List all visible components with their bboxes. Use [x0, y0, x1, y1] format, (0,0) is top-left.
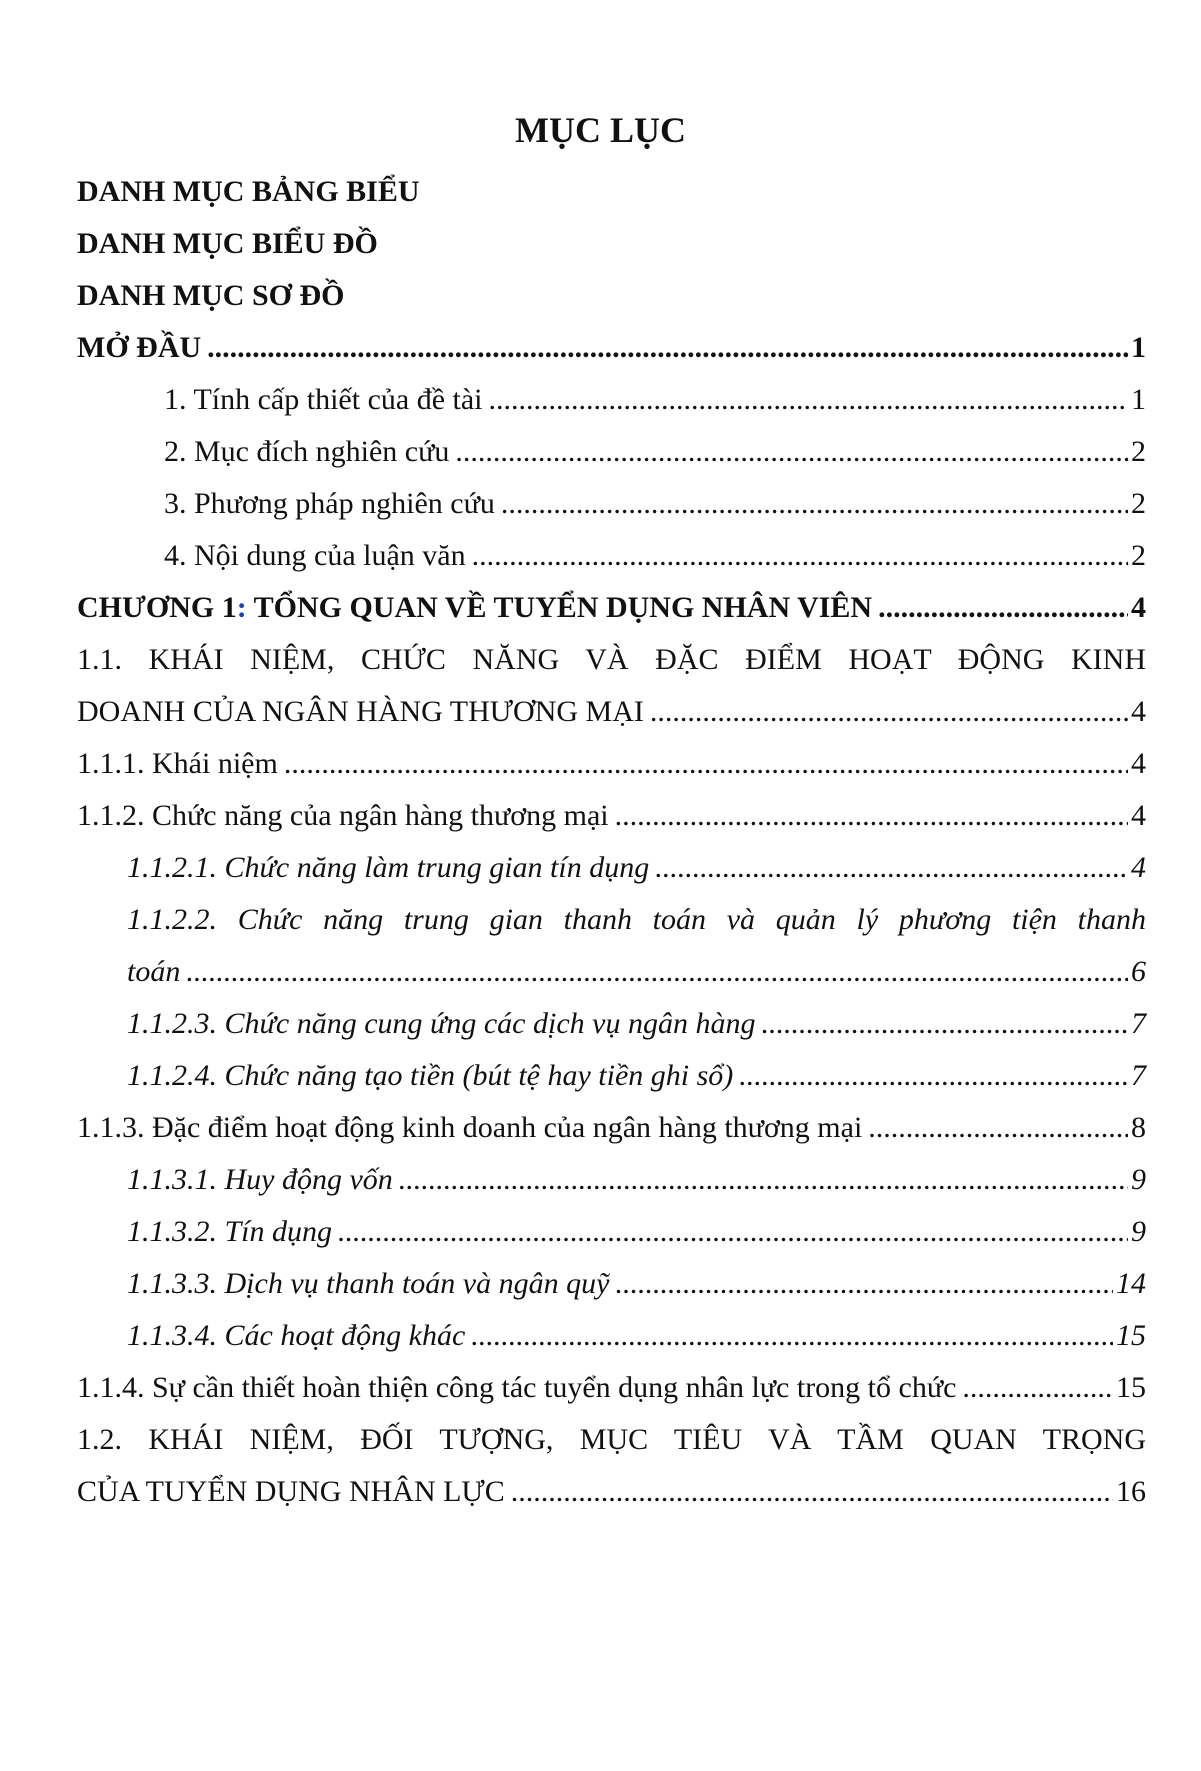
toc-page-number: 4: [1131, 695, 1146, 728]
toc-entry-1-1-2-1[interactable]: [127, 843, 1146, 893]
toc-entry-intro-3[interactable]: [164, 479, 1146, 529]
dot-leader: [761, 999, 1128, 1049]
toc-page-number: 9: [1131, 1215, 1146, 1248]
chapter-colon: :: [236, 591, 247, 624]
chapter-title: TỔNG QUAN VỀ TUYỂN DỤNG NHÂN VIÊN: [246, 591, 873, 624]
toc-entry-1-1-2-2-line1[interactable]: 1.1.2.2. Chức năng trung gian thanh toán và quản lý phương tiện thanh: [127, 903, 1146, 936]
toc-page-number: 8: [1131, 1111, 1146, 1144]
toc-entry-label: 1.1.2. Chức năng của ngân hàng thương mại: [77, 799, 609, 832]
dot-leader: [399, 1155, 1128, 1205]
toc-page-number: 7: [1131, 1059, 1146, 1092]
dot-leader: [284, 739, 1128, 789]
toc-page-number: 4: [1131, 799, 1146, 832]
toc-entry-1-1-2-4[interactable]: [127, 1051, 1146, 1101]
toc-page-number: 4: [1131, 747, 1146, 780]
dot-leader: [615, 791, 1128, 841]
toc-entry-label: 1.1.3. Đặc điểm hoạt động kinh doanh của ngân hàng thương mại: [77, 1111, 863, 1144]
toc-entry-1-1[interactable]: [77, 687, 1146, 737]
toc-page-number: 16: [1116, 1475, 1146, 1508]
toc-page-number: 2: [1131, 539, 1146, 572]
toc-entry-intro-4[interactable]: [164, 531, 1146, 581]
toc-entry-1-2-line1[interactable]: 1.2. KHÁI NIỆM, ĐỐI TƯỢNG, MỤC TIÊU VÀ TẦM QUAN TRỌNG: [77, 1423, 1146, 1456]
dot-leader: [878, 583, 1128, 633]
toc-heading-label: DANH MỤC BIỂU ĐỒ: [77, 227, 378, 260]
toc-page-number: 15: [1116, 1371, 1146, 1404]
toc-page-number: 4: [1131, 591, 1146, 624]
page-title: MỤC LỤC: [515, 110, 686, 150]
dot-leader: [962, 1363, 1113, 1413]
toc-page-number: 7: [1131, 1007, 1146, 1040]
toc-heading-tables[interactable]: [77, 167, 1147, 217]
toc-heading-label: DANH MỤC SƠ ĐỒ: [77, 279, 345, 312]
dot-leader: [650, 687, 1128, 737]
toc-heading-diagrams[interactable]: [77, 271, 1147, 321]
toc-entry-label: DOANH CỦA NGÂN HÀNG THƯƠNG MẠI: [77, 695, 644, 728]
toc-entry-label: 1.1.3.4. Các hoạt động khác: [127, 1319, 466, 1352]
dot-leader: [655, 843, 1128, 893]
dot-leader: [207, 323, 1128, 373]
toc-entry-label: 1.1.2.1. Chức năng làm trung gian tín dụng: [127, 851, 650, 884]
toc-entry-1-1-2-3[interactable]: [127, 999, 1146, 1049]
dot-leader: [455, 427, 1128, 477]
toc-page-number: 15: [1116, 1319, 1146, 1352]
dot-leader: [338, 1207, 1128, 1257]
toc-page-number: 4: [1131, 851, 1146, 884]
toc-entry-1-1-2-2[interactable]: [127, 947, 1146, 997]
toc-entry-1-1-1[interactable]: [77, 739, 1146, 789]
dot-leader: [489, 375, 1128, 425]
dot-leader: [186, 947, 1128, 997]
toc-entry-chapter-1[interactable]: [77, 583, 1146, 633]
chapter-prefix: CHƯƠNG 1: [77, 591, 237, 624]
toc-entry-label: 1.1.3.2. Tín dụng: [127, 1215, 333, 1248]
toc-entry-label: toán: [127, 955, 181, 988]
toc-entry-label: MỞ ĐẦU: [77, 331, 202, 364]
toc-heading-charts[interactable]: [77, 219, 1147, 269]
toc-page-number: 9: [1131, 1163, 1146, 1196]
toc-page-number: 2: [1131, 487, 1146, 520]
toc-entry-1-1-3-3[interactable]: [127, 1259, 1146, 1309]
toc-entry-1-1-3-2[interactable]: [127, 1207, 1146, 1257]
toc-entry-intro-1[interactable]: [164, 375, 1146, 425]
dot-leader: [511, 1467, 1113, 1517]
toc-entry-label: 1.1.3.3. Dịch vụ thanh toán và ngân quỹ: [127, 1267, 610, 1300]
toc-entry-intro-2[interactable]: [164, 427, 1146, 477]
toc-entry-label: [77, 583, 872, 633]
dot-leader: [615, 1259, 1113, 1309]
toc-heading-label: DANH MỤC BẢNG BIỂU: [77, 175, 420, 208]
toc-page-number: 1: [1131, 331, 1146, 364]
toc-entry-label: 2. Mục đích nghiên cứu: [164, 435, 450, 468]
toc-entry-1-1-line1[interactable]: 1.1. KHÁI NIỆM, CHỨC NĂNG VÀ ĐẶC ĐIỂM HOẠT ĐỘNG KINH: [77, 643, 1146, 676]
toc-page-number: 2: [1131, 435, 1146, 468]
toc-entry-1-2[interactable]: [77, 1467, 1146, 1517]
toc-entry-label: CỦA TUYỂN DỤNG NHÂN LỰC: [77, 1475, 505, 1508]
toc-entry-label: 1.1.4. Sự cần thiết hoàn thiện công tác tuyển dụng nhân lực trong tổ chức: [77, 1371, 957, 1404]
dot-leader: [472, 531, 1128, 581]
toc-entry-intro[interactable]: [77, 323, 1146, 373]
toc-page-number: 14: [1116, 1267, 1146, 1300]
toc-entry-label: 1.1.3.1. Huy động vốn: [127, 1163, 393, 1196]
toc-entry-1-1-2[interactable]: [77, 791, 1146, 841]
toc-entry-label: 3. Phương pháp nghiên cứu: [164, 487, 495, 520]
toc-entry-1-1-4[interactable]: [77, 1363, 1146, 1413]
toc-entry-1-1-3[interactable]: [77, 1103, 1146, 1153]
toc-entry-label: 1.1.2.4. Chức năng tạo tiền (bút tệ hay tiền ghi sổ): [127, 1059, 734, 1092]
dot-leader: [471, 1311, 1113, 1361]
toc-entry-label: 1.1.1. Khái niệm: [77, 747, 278, 780]
toc-entry-label: 1. Tính cấp thiết của đề tài: [164, 383, 483, 416]
toc-entry-label: 1.1.2.3. Chức năng cung ứng các dịch vụ ngân hàng: [127, 1007, 756, 1040]
toc-page-number: 1: [1131, 383, 1146, 416]
dot-leader: [501, 479, 1128, 529]
dot-leader: [868, 1103, 1128, 1153]
toc-entry-1-1-3-1[interactable]: [127, 1155, 1146, 1205]
toc-entry-label: 4. Nội dung của luận văn: [164, 539, 466, 572]
dot-leader: [739, 1051, 1128, 1101]
toc-entry-1-1-3-4[interactable]: [127, 1311, 1146, 1361]
toc-page-number: 6: [1131, 955, 1146, 988]
